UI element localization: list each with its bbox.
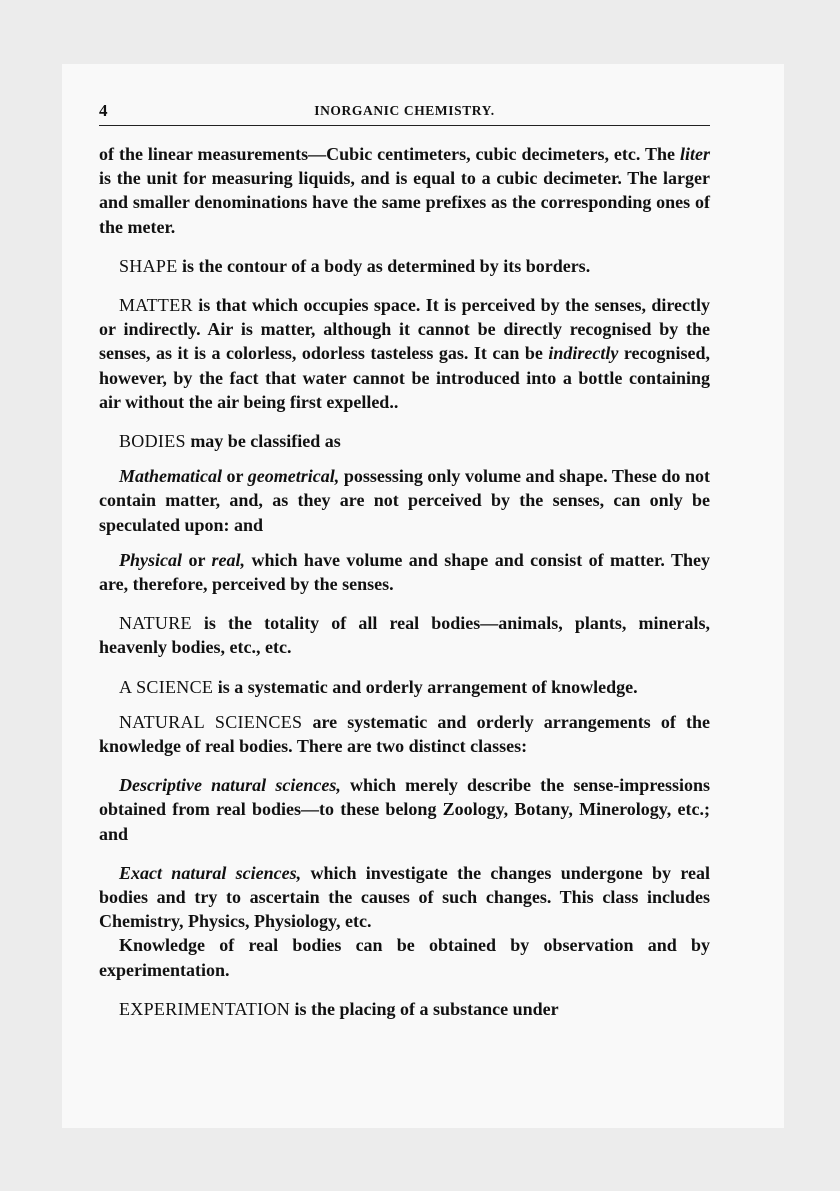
text: is the contour of a body as determined by its borders. (177, 255, 591, 276)
term-shape: SHAPE (119, 255, 178, 276)
emphasis-descriptive: Descriptive natural sciences, (119, 775, 341, 796)
paragraph-cubic-measures (99, 142, 710, 239)
emphasis-physical: Physical (119, 549, 182, 570)
emphasis-liter: liter (680, 144, 710, 164)
emphasis-mathematical: Mathematical (119, 466, 222, 487)
emphasis-real: real, (211, 549, 246, 570)
text: which have volume and shape and consist of matter. They are, therefore, perceived by the senses. (99, 549, 710, 595)
text: or (222, 466, 248, 487)
paragraph-natural-sciences (99, 710, 710, 758)
text: is the unit for measuring liquids, and is equal to a cubic decimeter. The larger and smaller denominations have the same prefixes as the corresponding ones of the meter. (99, 168, 710, 237)
paragraph-matter (99, 293, 710, 414)
text: which investigate the changes undergone by real bodies and try to ascertain the causes of such changes. This class includes Chemistry, Physics, Physiology, etc. (99, 862, 710, 932)
text: is the totality of all real bodies—animals, plants, minerals, heavenly bodies, etc., etc. (99, 613, 710, 658)
paragraph-knowledge (99, 933, 710, 981)
term-science: A SCIENCE (119, 676, 214, 697)
text: which merely describe the sense-impressions obtained from real bodies—to these belong Zoology, Botany, Minerology, etc.; and (99, 775, 710, 844)
text: is the placing of a substance under (290, 998, 559, 1019)
paragraph-bodies (99, 429, 710, 453)
emphasis-geometrical: geometrical, (247, 466, 340, 487)
paragraph-exact (99, 861, 710, 934)
paragraph-science (99, 675, 710, 699)
text: or (182, 549, 212, 570)
paragraph-experimentation (99, 997, 710, 1021)
text: are systematic and orderly arrangements of the knowledge of real bodies. There are two distinct classes: (99, 711, 710, 757)
paragraph-shape (99, 254, 710, 278)
text: Knowledge of real bodies can be obtained by observation and by experimentation. (99, 935, 710, 980)
paragraph-mathematical (99, 464, 710, 537)
term-nature: NATURE (119, 613, 192, 634)
paragraph-descriptive (99, 773, 710, 846)
text: recognised, however, by the fact that water cannot be introduced into a bottle containing air without the air being first expelled.. (99, 343, 710, 412)
text: possessing only volume and shape. These do not contain matter, and, as they are not perceived by the senses, can only be speculated upon: and (99, 466, 710, 535)
page-number: 4 (99, 101, 108, 120)
text: is that which occupies space. It is perceived by the senses, directly or indirectly. Air is matter, although it cannot be directly recognised by the senses, as it is a colorless, odorless tasteless gas. It can be (99, 295, 710, 364)
paragraph-physical (99, 548, 710, 596)
emphasis-indirectly: indirectly (548, 343, 619, 364)
paragraph-nature (99, 611, 710, 659)
running-title: INORGANIC CHEMISTRY. (314, 103, 495, 118)
page-header (99, 101, 710, 126)
text: is a systematic and orderly arrangement of knowledge. (213, 676, 638, 697)
text: of the linear measurements—Cubic centimeters, cubic decimeters, etc. The (99, 144, 680, 164)
term-bodies: BODIES (119, 431, 186, 452)
emphasis-exact: Exact natural sciences, (119, 862, 302, 883)
term-matter: MATTER (119, 295, 193, 316)
page-body (99, 142, 710, 1021)
text: may be classified as (185, 431, 341, 452)
term-natural-sciences: NATURAL SCIENCES (119, 711, 303, 732)
term-experimentation: EXPERIMENTATION (119, 998, 291, 1019)
